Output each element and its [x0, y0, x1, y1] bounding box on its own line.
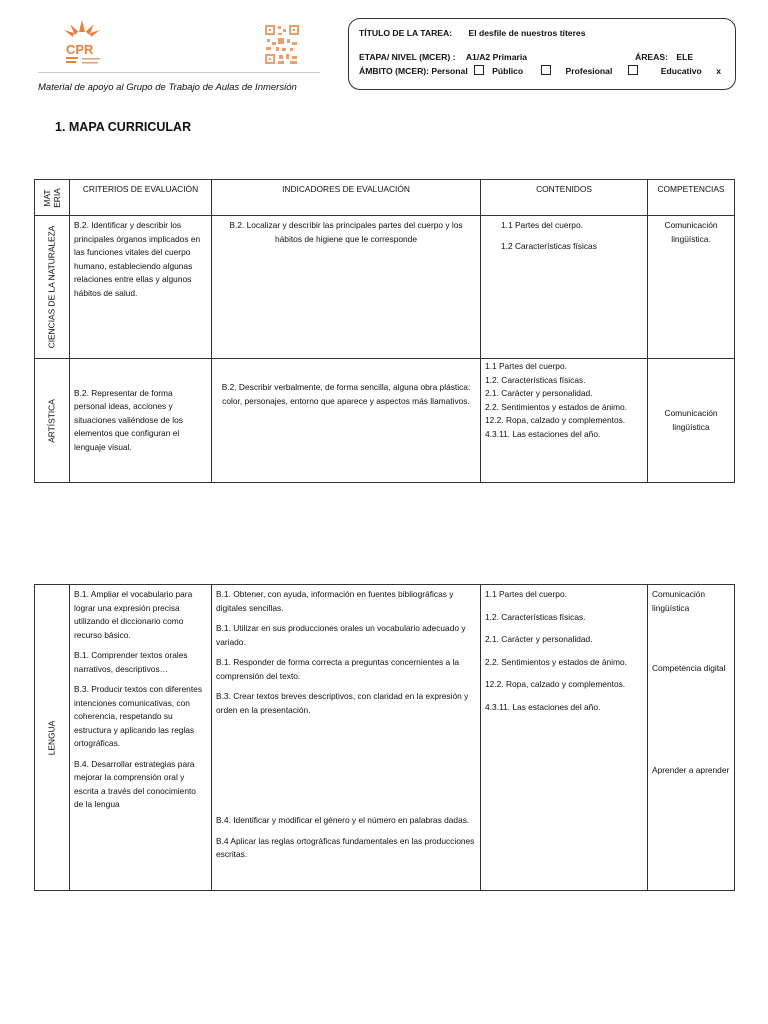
task-info-box — [348, 18, 736, 90]
etapa-value: A1/A2 Primaria — [465, 52, 527, 62]
list-item: B.1. Responder de forma correcta a preguntas concernientes a la comprensión del texto. — [216, 657, 460, 681]
etapa-label: ETAPA/ NIVEL (MCER) : — [359, 52, 456, 62]
list-item: 12.2. Ropa, calzado y complementos. — [485, 415, 626, 425]
contenidos-ciencias — [481, 216, 648, 359]
svg-text:CPR: CPR — [66, 42, 94, 57]
list-item: 1.2 Características físicas — [501, 240, 597, 251]
indicador-ciencias: B.2. Localizar y describir las principales partes del cuerpo y los hábitos de higiene que le corresponde — [212, 216, 481, 359]
header-criterios: CRITERIOS DE EVALUACIÓN — [70, 180, 212, 216]
list-item: 2.2. Sentimientos y estados de ánimo. — [485, 401, 627, 412]
option-profesional: Profesional — [565, 66, 613, 76]
list-item: 1.1 Partes del cuerpo. — [485, 361, 567, 371]
checkbox-profesional[interactable] — [628, 65, 638, 75]
competencias-lengua — [648, 585, 735, 891]
task-title-value: El desfile de nuestros títeres — [468, 28, 586, 38]
list-item: 2.1. Carácter y personalidad. — [485, 634, 593, 644]
list-item: B.4. Desarrollar estrategias para mejorar la comprensión oral y escrita a través del conocimiento de la lengua — [74, 758, 196, 809]
indicadores-lengua — [212, 585, 481, 891]
list-item: 1.1 Partes del cuerpo. — [485, 589, 567, 599]
criterios-lengua — [70, 585, 212, 891]
competencia-item: Comunicación lingüística — [652, 589, 706, 613]
option-educativo: Educativo — [660, 66, 702, 76]
indicador-artistica: B.2. Describir verbalmente, de forma sencilla, alguna obra plástica: color, personajes, entorno que aparece y aspectos más llamativos. — [212, 359, 481, 483]
competencia-ciencias: Comunicación lingüística. — [648, 216, 735, 359]
list-item: B.1. Utilizar en sus producciones orales un vocabulario adecuado y variado. — [216, 623, 466, 647]
header-contenidos: CONTENIDOS — [481, 180, 648, 216]
competencia-item: Aprender a aprender — [652, 765, 730, 775]
curriculum-table-1 — [34, 179, 735, 483]
curriculum-table-2 — [34, 584, 735, 891]
section-title: 1. MAPA CURRICULAR — [55, 120, 192, 134]
list-item: B.1. Obtener, con ayuda, información en fuentes bibliográficas y digitales sencillas. — [216, 589, 454, 613]
list-item: B.1. Comprender textos orales narrativos, descriptivos… — [74, 650, 188, 674]
list-item: B.4 Aplicar las reglas ortográficas fundamentales en las producciones escritas. — [216, 835, 475, 859]
header-indicadores: INDICADORES DE EVALUACIÓN — [212, 180, 481, 216]
header-subtitle: Material de apoyo al Grupo de Trabajo de Aulas de Inmersión — [38, 82, 297, 93]
materia-lengua: LENGUA — [35, 585, 70, 891]
competencia-item: Competencia digital — [652, 663, 726, 673]
list-item: B.3. Crear textos breves descriptivos, con claridad en la expresión y orden en la presentación. — [216, 691, 469, 715]
list-item: 4.3.11. Las estaciones del año. — [485, 701, 601, 712]
criterio-artistica: B.2. Representar de forma personal ideas, acciones y situaciones valiéndose de los elementos que configuran el lenguaje visual. — [70, 359, 212, 483]
contenidos-artistica — [481, 359, 648, 483]
header-divider — [38, 72, 320, 73]
list-item: B.1. Ampliar el vocabulario para lograr una expresión precisa utilizando el diccionario como recurso básico. — [74, 589, 193, 640]
header-materia: MAT ERIA — [35, 180, 70, 216]
materia-ciencias: CIENCIAS DE LA NATURALEZA — [35, 216, 70, 359]
list-item: B.3. Producir textos con diferentes intenciones comunicativas, con coherencia, respetando su estructura y aplicando las reglas ortográficas. — [74, 684, 203, 748]
list-item: 4.3.11. Las estaciones del año. — [485, 428, 601, 439]
areas-value: ELE — [676, 52, 694, 62]
task-title-label: TÍTULO DE LA TAREA: — [359, 28, 453, 38]
competencia-artistica: Comunicación lingüística — [648, 359, 735, 483]
list-item: 1.2. Características físicas. — [485, 374, 586, 385]
list-item: 12.2. Ropa, calzado y complementos. — [485, 679, 626, 689]
criterio-ciencias: B.2. Identificar y describir los principales órganos implicados en las funciones vitales del cuerpo humano, estableciendo algunas relaciones entre ellas y algunos hábitos de salud. — [70, 216, 212, 359]
list-item: 1.1 Partes del cuerpo. — [501, 220, 583, 230]
qr-code-icon — [264, 24, 300, 66]
option-publico: Público — [492, 66, 524, 76]
list-item: B.4. Identificar y modificar el género y el número en palabras dadas. — [216, 815, 470, 825]
header-competencias: COMPETENCIAS — [648, 180, 735, 216]
list-item: 2.2. Sentimientos y estados de ánimo. — [485, 656, 627, 667]
areas-label: ÁREAS: — [635, 52, 668, 62]
checkbox-publico[interactable] — [541, 65, 551, 75]
list-item: 1.2. Características físicas. — [485, 611, 586, 622]
ambito-label: ÁMBITO (MCER): Personal — [359, 66, 468, 76]
checkbox-personal[interactable] — [474, 65, 484, 75]
materia-artistica: ARTÍSTICA — [35, 359, 70, 483]
cpr-logo — [52, 16, 112, 72]
contenidos-lengua — [481, 585, 648, 891]
list-item: 2.1. Carácter y personalidad. — [485, 388, 593, 398]
educativo-mark: x — [716, 66, 721, 76]
